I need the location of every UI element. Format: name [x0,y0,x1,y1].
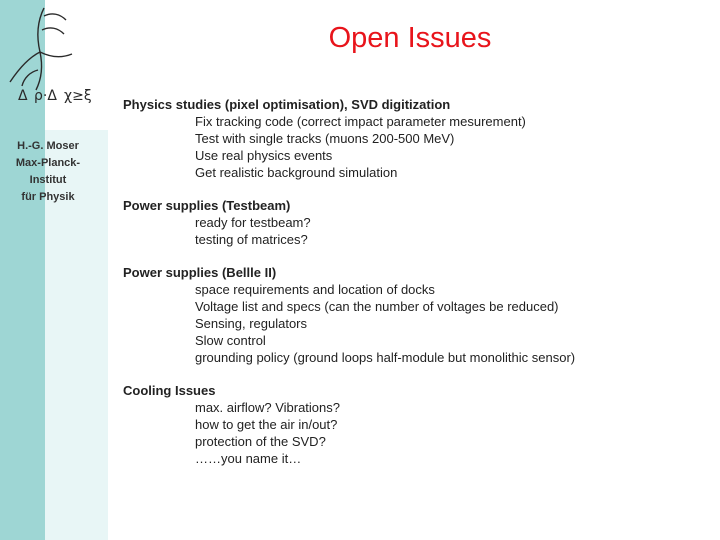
page-title: Open Issues [328,22,492,54]
institute-logo-icon [0,0,108,110]
list-item: testing of matrices? [195,232,308,247]
content [123,96,713,483]
list-item: Sensing, regulators [195,316,308,331]
author-name: H.-G. Moser [17,140,79,152]
list-item: ready for testbeam? [195,215,311,230]
list-item: how to get the air in/out? [195,417,338,432]
section-heading: Power supplies (Bellle II) [123,265,277,280]
list-item: max. airflow? Vibrations? [195,400,340,415]
list-item: grounding policy (ground loops half-module but monolithic sensor) [195,350,576,365]
list-item: Test with single tracks (muons 200-500 MeV) [195,131,455,146]
author-block [0,138,96,206]
list-item: Use real physics events [195,148,333,163]
list-item: ……you name it… [195,451,302,466]
section-power-belle [123,264,713,366]
list-item: protection of the SVD? [195,434,326,449]
list-item: Slow control [195,333,266,348]
section-heading: Power supplies (Testbeam) [123,198,291,213]
section-cooling [123,382,713,467]
author-department: für Physik [21,191,75,203]
section-physics-studies [123,96,713,181]
svg-text:ρ·Δ: ρ·Δ [34,88,57,104]
section-power-testbeam [123,197,713,248]
svg-text:Δ: Δ [18,88,28,104]
list-item: Fix tracking code (correct impact parameter mesurement) [195,114,526,129]
list-item: Get realistic background simulation [195,165,398,180]
author-institute: Max-Planck-Institut [15,157,81,186]
list-item: Voltage list and specs (can the number of voltages be reduced) [195,299,559,314]
list-item: space requirements and location of docks [195,282,435,297]
section-heading: Physics studies (pixel optimisation), SVD digitization [123,97,451,112]
section-heading: Cooling Issues [123,383,216,398]
svg-text:χ≥ξ: χ≥ξ [64,88,92,104]
